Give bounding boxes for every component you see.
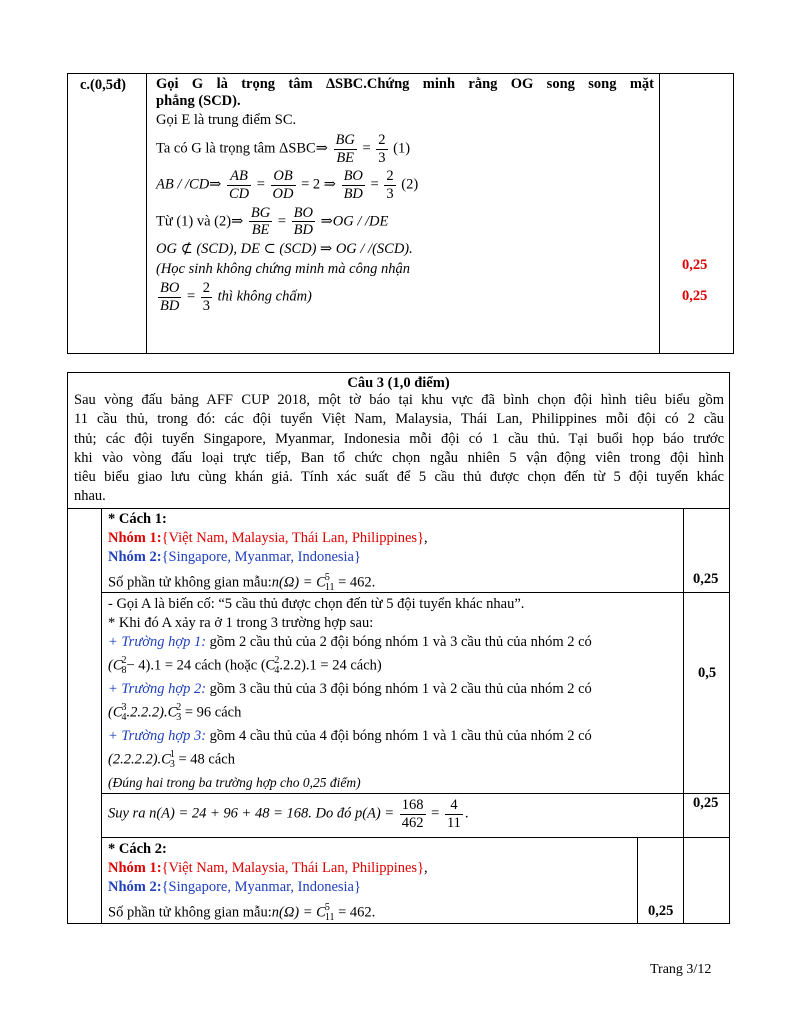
border <box>683 837 684 924</box>
q3-header: Câu 3 (1,0 điểm) <box>347 375 450 391</box>
part-c-content <box>156 76 654 314</box>
statement-line: nhau. <box>74 488 106 505</box>
method-2 <box>108 840 633 923</box>
group-2 <box>108 878 633 897</box>
fraction-bo-bd: $\frac{BO}{BD}$ <box>160 280 180 314</box>
border <box>67 73 68 354</box>
group-1-text: {Việt Nam, Malaysia, Thái Lan, Philippines} <box>161 530 425 546</box>
case-2-label: + Trường hợp 2: <box>108 681 207 697</box>
case-3 <box>108 727 678 746</box>
border <box>67 372 730 373</box>
border <box>101 837 730 838</box>
fraction-2-3: $\frac{2}{3}$ <box>378 132 386 166</box>
comb-index: 5 11 <box>324 902 335 923</box>
text: Suy ra n(A) = 24 + 96 + 48 = 168. Do đó p(A) = <box>108 805 395 822</box>
fraction-4-11: $\frac{4}{11}$ <box>446 797 461 831</box>
note: (Đúng hai trong ba trường hợp cho 0,25 điểm) <box>108 775 361 790</box>
formula: n(Ω) = C <box>271 574 326 591</box>
part-c-line-5: OG ⊄ (SCD), DE ⊂ (SCD) ⇒ OG / /(SCD). <box>156 241 413 258</box>
border <box>67 353 734 354</box>
statement-line: thủ; các đội tuyển Singapore, Myanmar, Indonesia mỗi đội có 1 cầu thủ. Tại buổi họp báo trước <box>74 430 724 447</box>
text: (2) <box>401 176 419 193</box>
text: gồm 4 cầu thủ của 4 đội bóng nhóm 1 và 1 cầu thủ của nhóm 2 có <box>206 728 592 744</box>
case-1 <box>108 633 678 652</box>
group-2-text: {Singapore, Myanmar, Indonesia} <box>161 549 361 565</box>
case-2-formula: (C 3 4 .2.2.2).C 2 3 = 96 cách <box>108 702 242 723</box>
text: = 462. <box>338 574 376 591</box>
text: , <box>424 530 428 546</box>
border <box>637 837 638 924</box>
score: 0,25 <box>682 288 708 304</box>
case-3-formula: (2.2.2.2).C 1 3 = 48 cách <box>108 749 235 770</box>
text: = 2 ⇒ <box>301 176 336 193</box>
fraction-2-3: $\frac{2}{3}$ <box>386 168 394 203</box>
border <box>67 73 734 74</box>
score: 0,5 <box>698 665 717 681</box>
part-c-line-3: AB / /CD⇒ $\frac{AB}{CD}$ = $\frac{OB}{OD}$ = 2 ⇒ $\frac{BO}{BD}$ = $\frac{2}{3}$ (2) <box>156 168 419 203</box>
q3-statement <box>74 391 724 507</box>
border <box>659 73 660 354</box>
text: AB / /CD⇒ <box>156 176 222 193</box>
border <box>729 372 730 924</box>
text: Ta có G là trọng tâm ΔSBC⇒ <box>156 140 328 157</box>
text: = <box>431 805 440 822</box>
border <box>733 73 734 354</box>
group-2-label: Nhóm 2: <box>108 879 162 895</box>
fraction-168-462: $\frac{168}{462}$ <box>401 797 424 831</box>
part-c-title-2: phẳng (SCD). <box>156 93 241 109</box>
text: (1) <box>393 140 411 157</box>
case-1-formula: (C 2 8 − 4).1 = 24 cách (hoặc (C 2 4 .2.2).1 = 24 cách) <box>108 655 382 676</box>
statement-line: khi vào vòng đấu loại trực tiếp, Ban tổ chức chọn ngẫu nhiên 5 vận động viên trong đội hình <box>74 449 724 466</box>
part-c-title-1: Gọi G là trọng tâm ΔSBC.Chứng minh rằng OG song song mặt <box>156 76 654 92</box>
fraction-bo-bd: $\frac{BO}{BD}$ <box>293 204 313 239</box>
text: = 462. <box>338 904 376 921</box>
border <box>67 508 730 509</box>
fraction-bg-be: $\frac{BG}{BE}$ <box>250 204 271 239</box>
score: 0,25 <box>693 795 719 811</box>
part-c-line-6: (Học sinh không chứng minh mà công nhận <box>156 261 410 278</box>
border <box>101 793 730 794</box>
fraction-ob-od: $\frac{OB}{OD}$ <box>272 168 294 203</box>
statement-line: 11 cầu thủ, trong đó: các đội tuyển Việt Nam, Malaysia, Thái Lan, Philippines mỗi đội có 2 cầu <box>74 411 724 428</box>
text: Số phần tử không gian mẫu: <box>108 574 272 591</box>
text: . <box>464 805 469 822</box>
fraction-2-3: $\frac{2}{3}$ <box>202 280 211 314</box>
part-c-label: c.(0,5đ) <box>80 77 126 93</box>
statement-line: Sau vòng đấu bảng AFF CUP 2018, một tờ báo tại khu vực đã bình chọn đội hình tiêu biểu gồm <box>74 392 724 408</box>
fraction-ab-cd: $\frac{AB}{CD}$ <box>228 168 250 203</box>
group-1 <box>108 859 633 878</box>
border <box>101 508 102 924</box>
comb-index: 5 11 <box>324 572 335 593</box>
case-3-label: + Trường hợp 3: <box>108 728 207 744</box>
method-1-title: * Cách 1: <box>108 511 167 527</box>
page-number: Trang 3/12 <box>650 962 712 977</box>
group-2-label: Nhóm 2: <box>108 549 162 565</box>
border <box>67 372 68 924</box>
event-a-line-2: * Khi đó A xảy ra ở 1 trong 3 trường hợp sau: <box>108 615 374 631</box>
sample-space <box>108 573 678 593</box>
part-c-line-2: Ta có G là trọng tâm ΔSBC⇒ $\frac{BG}{BE}$ = $\frac{2}{3}$ (1) <box>156 132 411 166</box>
text: , <box>424 860 428 876</box>
text: gồm 3 cầu thủ của 3 đội bóng nhóm 1 và 2 cầu thủ của nhóm 2 có <box>206 681 592 697</box>
event-a <box>108 595 678 792</box>
text: Số phần tử không gian mẫu: <box>108 904 272 921</box>
score: 0,25 <box>648 903 674 919</box>
border <box>67 923 730 924</box>
score: 0,25 <box>682 257 708 273</box>
border <box>146 73 147 354</box>
group-2-text: {Singapore, Myanmar, Indonesia} <box>161 879 361 895</box>
method-2-title: * Cách 2: <box>108 841 167 857</box>
statement-line: tiêu biểu giao lưu cùng khán giả. Tính xác suất để 5 cầu thủ được chọn đến từ 5 đội tuyển khác <box>74 469 724 486</box>
fraction-bg-be: $\frac{BG}{BE}$ <box>335 132 355 166</box>
case-2 <box>108 680 678 699</box>
method-1 <box>108 510 678 593</box>
fraction-bo-bd: $\frac{BO}{BD}$ <box>343 168 363 203</box>
group-1-text: {Việt Nam, Malaysia, Thái Lan, Philippines} <box>161 860 425 876</box>
group-1-label: Nhóm 1: <box>108 530 162 546</box>
part-c-line-7: $\frac{BO}{BD}$ = $\frac{2}{3}$ thì không chấm) <box>160 280 312 314</box>
group-1-label: Nhóm 1: <box>108 860 162 876</box>
border <box>683 508 684 837</box>
part-c-line-4: Từ (1) và (2)⇒ $\frac{BG}{BE}$ = $\frac{BO}{BD}$ ⇒OG / /DE <box>156 204 389 239</box>
text: Từ (1) và (2)⇒ <box>156 213 244 230</box>
case-1-label: + Trường hợp 1: <box>108 634 207 650</box>
probability-result <box>108 797 469 831</box>
event-a-line-1: - Gọi A là biến cố: “5 cầu thủ được chọn đến từ 5 đội tuyển khác nhau”. <box>108 596 525 612</box>
formula: n(Ω) = C <box>271 904 326 921</box>
text: thì không chấm) <box>217 288 312 305</box>
sample-space <box>108 903 633 923</box>
part-c-line-1: Gọi E là trung điểm SC. <box>156 112 297 128</box>
score: 0,25 <box>693 571 719 587</box>
text: gồm 2 cầu thủ của 2 đội bóng nhóm 1 và 3 cầu thủ của nhóm 2 có <box>206 634 592 650</box>
group-2 <box>108 548 678 567</box>
text: ⇒OG / /DE <box>320 213 389 230</box>
group-1 <box>108 529 678 548</box>
